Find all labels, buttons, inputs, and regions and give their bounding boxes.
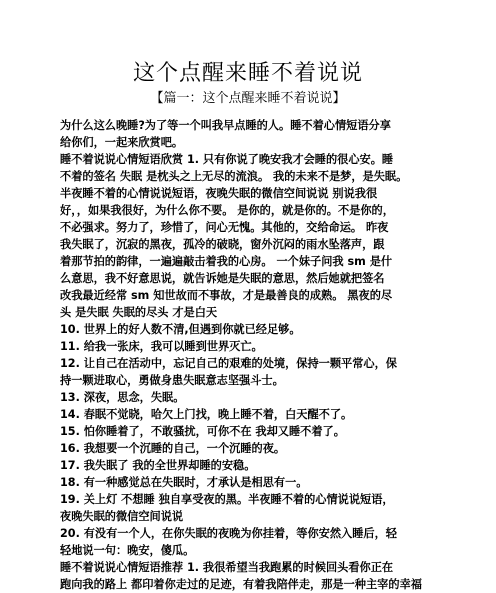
text-line: 睡不着说说心情短语欣赏 1. 只有你说了晚安我才会睡的很心安。睡 xyxy=(60,153,394,166)
text-line: 14. 春眠不觉晓，哈欠上门找，晚上睡不着，白天醒不了。 xyxy=(60,408,353,421)
text-line: 不着的签名 失眠 是枕头之上无尽的流浪。 我的未来不是梦，是失眠。 xyxy=(60,170,408,183)
text-line: 18. 有一种感觉总在失眠时，才承认是相思有一。 xyxy=(60,476,308,489)
text-line: 我失眠了，沉寂的黑夜，孤冷的破晓，窗外沉闷的雨水坠落声，跟 xyxy=(60,238,385,251)
text-line: 为什么这么晚睡?为了等一个叫我早点睡的人。睡不着心情短语分享 xyxy=(60,119,391,132)
text-line: 12. 让自己在活动中，忘记自己的艰难的处境，保持一颗平常心，保 xyxy=(60,357,397,370)
text-line: 头 是失眠 失眠的尽头 才是白天 xyxy=(60,306,218,319)
document-subtitle: 【篇一：这个点醒来睡不着说说】 xyxy=(150,91,346,106)
text-line: 轻地说一句：晚安，傻瓜。 xyxy=(60,544,195,557)
text-line: 改我最近经常 sm 知世故而不事故，才是最善良的成熟。 黑夜的尽 xyxy=(60,289,393,302)
text-line: 11. 给我一张床，我可以睡到世界灭亡。 xyxy=(60,340,263,353)
text-line: 不必强求。努力了，珍惜了，问心无愧。其他的，交给命运。 昨夜 xyxy=(60,221,389,234)
text-line: 好，，如果我很好，为什么你不要。 是你的，就是你的。不是你的， xyxy=(60,204,394,217)
text-line: 着那节拍的韵律，一遍遍敲击着我的心房。 一个妹子问我 sm 是什 xyxy=(60,255,393,268)
text-line: 跑向我的路上 都印着你走过的足迹，有着我陪伴走，那是一种主宰的幸福 xyxy=(60,578,422,591)
text-line: 15. 怕你睡着了，不敢骚扰，可你不在 我却又睡不着了。 xyxy=(60,425,345,438)
text-line: 么意思，我不好意思说，就告诉她是失眠的意思，然后她就把签名 xyxy=(60,272,385,285)
text-line: 13. 深夜，思念，失眠。 xyxy=(60,391,185,404)
document-title: 这个点醒来睡不着说说 xyxy=(132,61,363,86)
document-body xyxy=(60,117,442,593)
text-line: 半夜睡不着的心情说说短语，夜晚失眠的微信空间说说 别说我很 xyxy=(60,187,378,200)
text-line: 10. 世界上的好人数不清,但遇到你就已经足够。 xyxy=(60,323,301,336)
text-line: 睡不着说说心情短语推荐 1. 我很希望当我跑累的时候回头看你正在 xyxy=(60,561,394,574)
text-line: 20. 有没有一个人，在你失眠的夜晚为你挂着，等你安然入睡后，轻 xyxy=(60,527,397,540)
text-line: 给你们，一起来欣赏吧。 xyxy=(60,136,184,149)
text-line: 夜晚失眠的微信空间说说 xyxy=(60,510,184,523)
text-line: 19. 关上灯 不想睡 独自享受夜的黑。半夜睡不着的心情说说短语， xyxy=(60,493,394,506)
text-line: 16. 我想要一个沉睡的自己，一个沉睡的夜。 xyxy=(60,442,286,455)
text-line: 持一颗进取心，勇做身患失眠意志坚强斗士。 xyxy=(60,374,284,387)
text-line: 17. 我失眠了 我的全世界却睡的安稳。 xyxy=(60,459,256,472)
